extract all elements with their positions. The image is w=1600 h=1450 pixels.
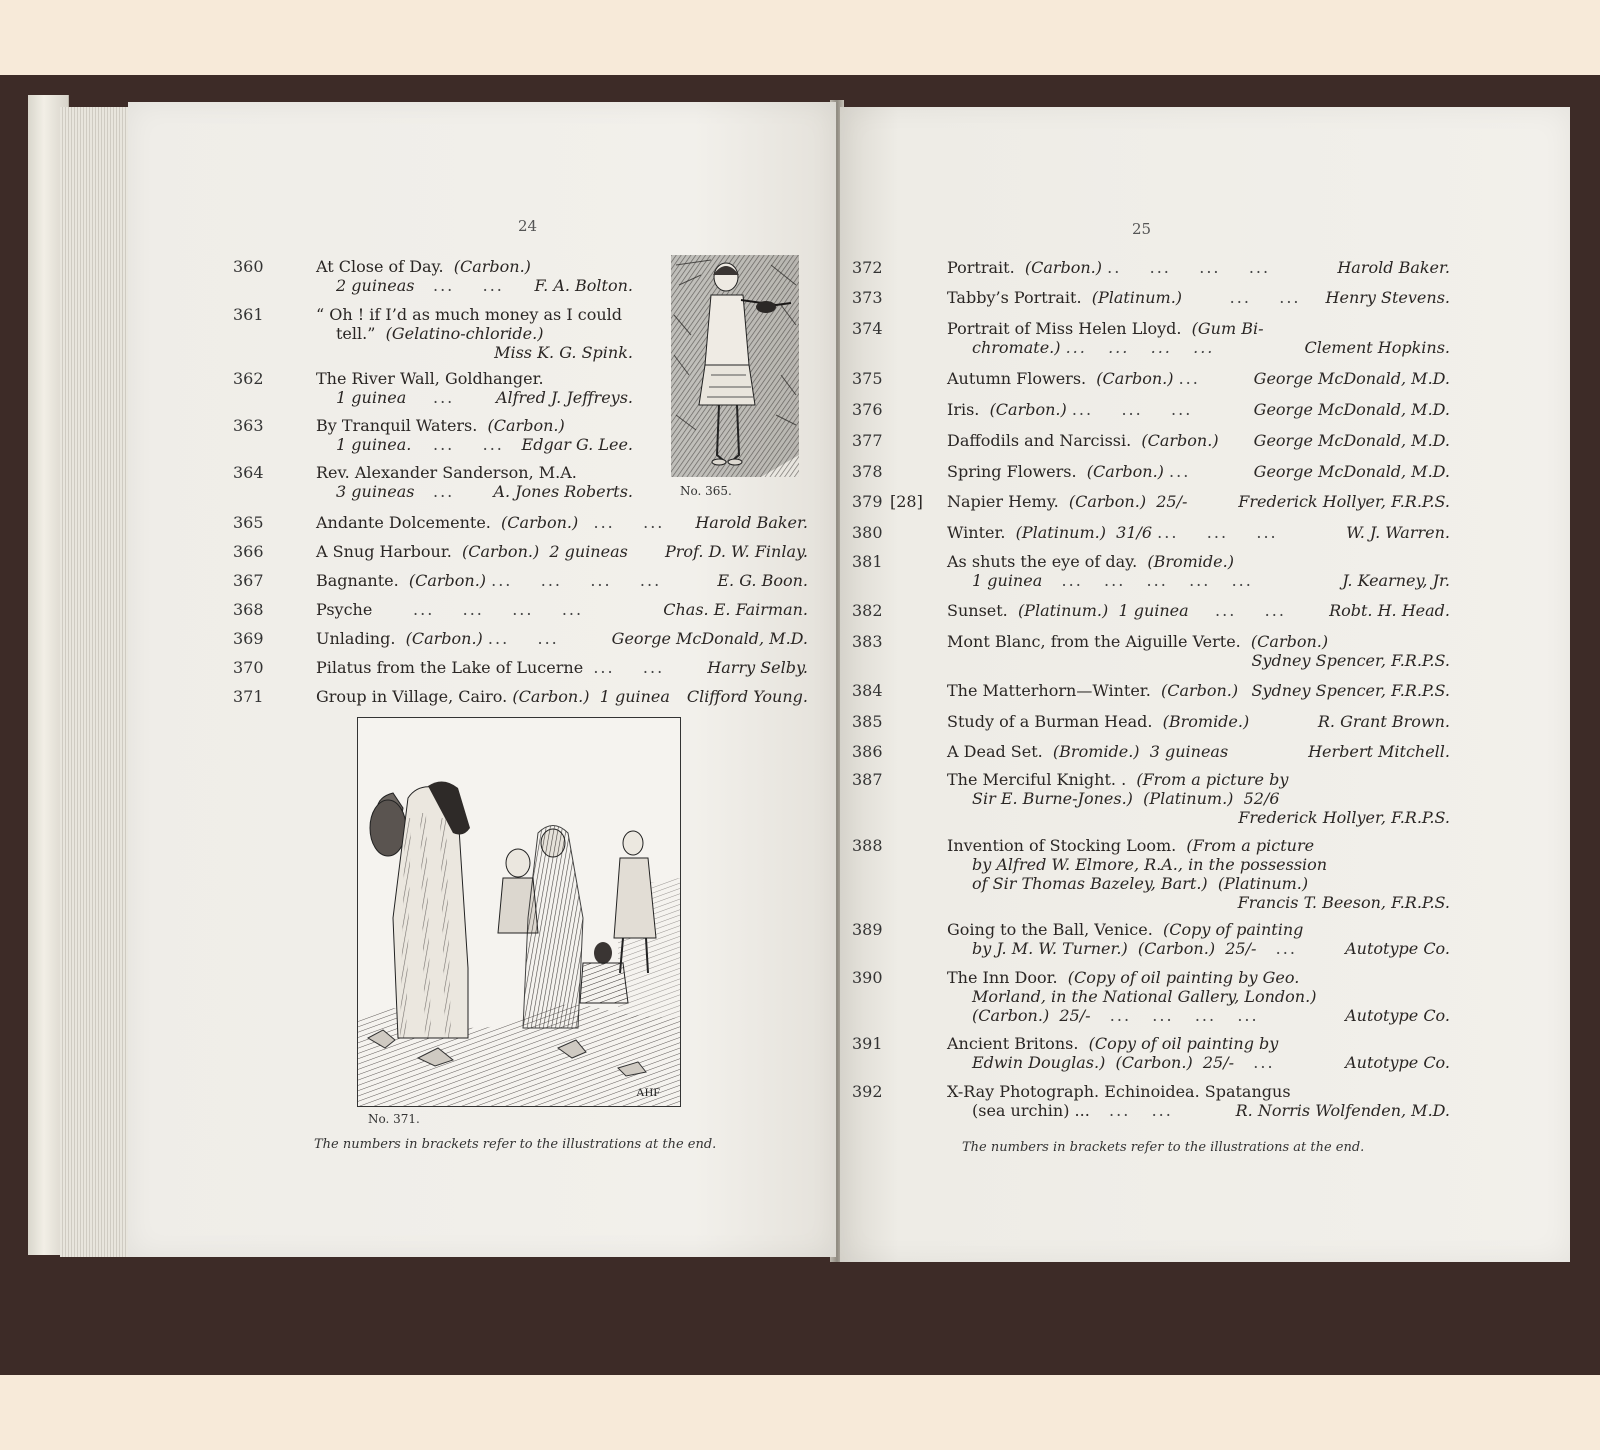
- entry-process: (Carbon.): [1115, 1053, 1193, 1072]
- entry-price: 52/6: [1243, 789, 1280, 808]
- entry-title: Going to the Ball, Venice.: [947, 920, 1153, 939]
- entry-number: 390: [852, 968, 883, 987]
- entry-author: George McDonald, M.D.: [1253, 431, 1450, 450]
- entry-title: A Snug Harbour.: [316, 542, 452, 561]
- entry-title: “ Oh ! if I’d as much money as I could: [316, 305, 623, 324]
- entry-process: (Carbon.): [972, 1006, 1050, 1025]
- entry-price: 1 guinea: [599, 687, 670, 706]
- entry-title: Bagnante.: [316, 571, 399, 590]
- entry-price: 3 guineas: [336, 482, 415, 501]
- page-number: 25: [1132, 220, 1152, 238]
- entry-number: 388: [852, 836, 883, 855]
- entry-price: 2 guineas: [549, 542, 628, 561]
- illustration-ref: [28]: [890, 492, 923, 511]
- entry-number: 375: [852, 369, 883, 388]
- entry-process: (Carbon.): [512, 687, 590, 706]
- entry-title: The Inn Door.: [947, 968, 1058, 987]
- entry-process: (Gelatino-chloride.): [385, 324, 544, 343]
- entry-author: Henry Stevens.: [1325, 288, 1450, 307]
- entry-author: Herbert Mitchell.: [1308, 742, 1450, 761]
- entry-number: 368: [233, 600, 264, 619]
- entry-number: 382: [852, 601, 883, 620]
- entry-author: Alfred J. Jeffreys.: [495, 388, 633, 407]
- entry-note-cont: Morland, in the National Gallery, London.): [972, 987, 1317, 1006]
- entry-note: (Copy of oil painting by Geo.: [1067, 968, 1300, 987]
- entry-price: 2 guineas: [336, 276, 415, 295]
- entry-author: Sydney Spencer, F.R.P.S.: [1251, 681, 1450, 700]
- entry-process: (Bromide.): [1162, 712, 1250, 731]
- entry-title: Psyche: [316, 600, 373, 619]
- entry-number: 361: [233, 305, 264, 324]
- entry-process: (Platinum.): [1217, 874, 1309, 893]
- entry-author: E. G. Boon.: [717, 571, 808, 590]
- entry-note-cont: Edwin Douglas.): [972, 1053, 1106, 1072]
- entry-author: Harry Selby.: [707, 658, 808, 677]
- entry-author: J. Kearney, Jr.: [1342, 571, 1450, 590]
- entry-number: 381: [852, 552, 883, 571]
- entry-number: 385: [852, 712, 883, 731]
- entry-number: 376: [852, 400, 883, 419]
- entry-title: The Merciful Knight. .: [947, 770, 1127, 789]
- entry-number: 362: [233, 369, 264, 388]
- entry-number: 371: [233, 687, 264, 706]
- entry-title: Unlading.: [316, 629, 396, 648]
- entry-author: Miss K. G. Spink.: [494, 343, 633, 362]
- footer-note: The numbers in brackets refer to the illustrations at the end.: [962, 1140, 1365, 1155]
- entry-number: 363: [233, 416, 264, 435]
- entry-author: R. Grant Brown.: [1317, 712, 1450, 731]
- illustration-signature: AHF: [636, 1085, 661, 1099]
- entry-number: 365: [233, 513, 264, 532]
- entry-price: 25/-: [1059, 1006, 1091, 1025]
- entry-author: Clifford Young.: [686, 687, 808, 706]
- entry-process: (Carbon.): [453, 257, 531, 276]
- page-number: 24: [518, 217, 538, 235]
- entry-note-cont: by J. M. W. Turner.): [972, 939, 1128, 958]
- entry-title: Portrait.: [947, 258, 1015, 277]
- entry-number: 372: [852, 258, 883, 277]
- entry-process: (Platinum.): [1015, 523, 1106, 542]
- entry-note: (Copy of painting: [1162, 920, 1304, 939]
- entry-title: Mont Blanc, from the Aiguille Verte.: [947, 632, 1241, 651]
- entry-process: (Platinum.): [1143, 789, 1234, 808]
- entry-process: (Carbon.): [487, 416, 565, 435]
- entry-process: (Carbon.): [1160, 681, 1239, 700]
- entry-process: (Platinum.): [1091, 288, 1183, 307]
- entry-author: Clement Hopkins.: [1304, 338, 1450, 357]
- entry-title: At Close of Day.: [316, 257, 444, 276]
- entry-process: (Carbon.): [405, 629, 483, 648]
- entry-author: Harold Baker.: [695, 513, 808, 532]
- entry-process: (Carbon.): [1141, 431, 1219, 450]
- entry-author: Autotype Co.: [1345, 1053, 1450, 1072]
- entry-title: Sunset.: [947, 601, 1008, 620]
- figure-label: No. 371.: [368, 1112, 420, 1126]
- entry-author: Autotype Co.: [1345, 939, 1450, 958]
- entry-number: 378: [852, 462, 883, 481]
- entry-price: 25/-: [1202, 1053, 1235, 1072]
- entry-author: Francis T. Beeson, F.R.P.S.: [1237, 893, 1450, 912]
- entry-author: George McDonald, M.D.: [1253, 400, 1450, 419]
- entry-process: (Bromide.): [1052, 742, 1140, 761]
- entry-process: (Gum Bi-: [1191, 319, 1264, 338]
- figure-label: No. 365.: [680, 484, 732, 498]
- entry-title: Winter.: [947, 523, 1006, 542]
- entry-author: Robt. H. Head.: [1329, 601, 1450, 620]
- entry-process: (Carbon.): [1024, 258, 1103, 277]
- entry-note: (Copy of oil painting by: [1088, 1034, 1279, 1053]
- entry-process: (Carbon.): [1086, 462, 1164, 481]
- entry-title: Daffodils and Narcissi.: [947, 431, 1132, 450]
- entry-process: (Carbon.): [1137, 939, 1216, 958]
- entry-number: 374: [852, 319, 883, 338]
- entry-title: Autumn Flowers.: [947, 369, 1087, 388]
- entry-number: 367: [233, 571, 264, 590]
- entry-price: 31/6: [1116, 523, 1153, 542]
- entry-note: (From a picture: [1186, 836, 1315, 855]
- left-page: 24 360 At Close of Day. (Carbon.) 2 guineas ... ... F. A. Bolton. 361 “ Oh ! if I’d as much money as I could tell.” (Gelatino-chloride.) Miss K. G. Spink. 362 The River Wall, Goldhanger. 1 guinea ... Alfred J. Jeffreys. 363 By Tranquil Waters. (Carbon.) 1 guinea. ... ... Edgar G. Lee. 364 Rev. Alexander Sanderson, M.A. 3 guineas ... A. Jones Roberts. 365 Andante Dolcemente. (Carbon.) ... ... Harold Baker. 366 A Snug Harbour. (Carbon.) 2 guineas Prof. D. W. Finlay. 367 Bagnante. (Carbon.) ... ... ... ... E. G. Boon. 368 Psyche ... ... ... ... Chas. E. Fairman. 369 Unlading. (Carbon.) ... ... George McDonald, M.D. 370 Pilatus from the Lake of Lucerne ... ... Harry Selby. 371 Group in Village, Cairo. (Carbon.) 1 guinea Clifford Young. No. 365. AHF No. 371. The numbers in brackets refer to the illustrations at the end.: [128, 102, 836, 1257]
- entry-number: 360: [233, 257, 264, 276]
- entry-note-cont: by Alfred W. Elmore, R.A., in the possession: [972, 855, 1328, 874]
- entry-author: F. A. Bolton.: [534, 276, 633, 295]
- entry-title: Spring Flowers.: [947, 462, 1077, 481]
- entry-process: (Carbon.): [1068, 492, 1147, 511]
- entry-process: (Carbon.): [1096, 369, 1174, 388]
- entry-title: Napier Hemy.: [947, 492, 1059, 511]
- entry-number: 379: [852, 492, 883, 511]
- entry-author: Sydney Spencer, F.R.P.S.: [1251, 651, 1450, 670]
- entry-title: Iris.: [947, 400, 980, 419]
- entry-number: 370: [233, 658, 264, 677]
- entry-author: Chas. E. Fairman.: [663, 600, 808, 619]
- illustration-violinist: [671, 255, 799, 477]
- entry-title: A Dead Set.: [947, 742, 1043, 761]
- entry-title: Pilatus from the Lake of Lucerne: [316, 658, 584, 677]
- entry-process: (Carbon.): [501, 513, 579, 532]
- entry-number: 386: [852, 742, 883, 761]
- entry-number: 369: [233, 629, 264, 648]
- entry-price: 1 guinea: [1118, 601, 1189, 620]
- entry-author: Autotype Co.: [1345, 1006, 1450, 1025]
- entry-title: The Matterhorn—Winter.: [947, 681, 1151, 700]
- entry-title: Rev. Alexander Sanderson, M.A.: [316, 463, 577, 482]
- entry-author: Frederick Hollyer, F.R.P.S.: [1238, 808, 1450, 827]
- entry-process: (Carbon.): [462, 542, 540, 561]
- entry-process: (Carbon.): [989, 400, 1067, 419]
- entry-number: 387: [852, 770, 883, 789]
- entry-note-cont: of Sir Thomas Bazeley, Bart.): [972, 874, 1208, 893]
- entry-title: The River Wall, Goldhanger.: [316, 369, 544, 388]
- entry-number: 377: [852, 431, 883, 450]
- entry-process-cont: chromate.): [972, 338, 1061, 357]
- entry-title: Study of a Burman Head.: [947, 712, 1153, 731]
- entry-author: George McDonald, M.D.: [611, 629, 808, 648]
- entry-note-cont: Sir E. Burne-Jones.): [972, 789, 1133, 808]
- entry-author: W. J. Warren.: [1346, 523, 1450, 542]
- entry-number: 384: [852, 681, 883, 700]
- entry-price: 1 guinea: [336, 388, 407, 407]
- entry-title: Andante Dolcemente.: [316, 513, 491, 532]
- illustration-cairo-group: [357, 717, 681, 1107]
- entry-title: By Tranquil Waters.: [316, 416, 478, 435]
- entry-number: 364: [233, 463, 264, 482]
- entry-author: George McDonald, M.D.: [1253, 369, 1450, 388]
- entry-price: 25/-: [1225, 939, 1257, 958]
- entry-number: 373: [852, 288, 883, 307]
- page-stack: [60, 107, 135, 1257]
- entry-title: Portrait of Miss Helen Lloyd.: [947, 319, 1182, 338]
- entry-price: 1 guinea: [972, 571, 1043, 590]
- entry-title: Tabby’s Portrait.: [947, 288, 1082, 307]
- entry-author: Frederick Hollyer, F.R.P.S.: [1238, 492, 1450, 511]
- entry-author: R. Norris Wolfenden, M.D.: [1235, 1101, 1450, 1120]
- entry-number: 389: [852, 920, 883, 939]
- entry-author: Harold Baker.: [1337, 258, 1450, 277]
- right-page: 25 372 Portrait. (Carbon.) .. ... ... ... Harold Baker. 373 Tabby’s Portrait. (Platinum.) ... ... Henry Stevens. 374 Portrait of Miss Helen Lloyd. (Gum Bi- chromate.) ... ... ... ... Clement Hopkins. 375 Autumn Flowers. (Carbon.) ... George McDonald, M.D. 376 Iris. (Carbon.) ... ... ... George McDonald, M.D. 377 Daffodils and Narcissi. (Carbon.) George McDonald, M.D. 378 Spring Flowers. (Carbon.) ... George McDonald, M.D. 379 [28] Napier Hemy. (Carbon.) 25/- Frederick Hollyer, F.R.P.S. 380 Winter. (Platinum.) 31/6 ... ... ... W. J. Warren. 381 As shuts the eye of day. (Bromide.) 1 guinea ... ... ... ... ... J. Kearney, Jr. 382 Sunset. (Platinum.) 1 guinea ... ... Robt. H. Head. 383 Mont Blanc, from the Aiguille Verte. (Carbon.) Sydney Spencer, F.R.P.S. 384 The Matterhorn—Winter. (Carbon.) Sydney Spencer, F.R.P.S. 385 Study of a Burman Head. (Bromide.) R. Grant Brown. 386 A Dead Set. (Bromide.) 3 guineas Herbert Mitchell. 387 The Merciful Knight. . (From a picture by Sir E. Burne-Jones.) (Platinum.) 52/6 Frederick Hollyer, F.R.P.S. 388 Invention of Stocking Loom. (From a picture by Alfred W. Elmore, R.A., in the possession of Sir Thomas Bazeley, Bart.) (Platinum.) Francis T. Beeson, F.R.P.S. 389 Going to the Ball, Venice. (Copy of painting by J. M. W. Turner.) (Carbon.) 25/- ... Autotype Co. 390 The Inn Door. (Copy of oil painting by Geo. Morland, in the National Gallery, London.) (Carbon.) 25/- ... ... ... ... Autotype Co. 391 Ancient Britons. (Copy of oil painting by Edwin Douglas.) (Carbon.) 25/- ... Autotype Co. 392 X-Ray Photograph. Echinoidea. Spatangus (sea urchin) ... ... ... R. Norris Wolfenden, M.D. The numbers in brackets refer to the illustrations at the end.: [840, 107, 1570, 1262]
- entry-title: Invention of Stocking Loom.: [947, 836, 1177, 855]
- entry-process: (Carbon.): [1250, 632, 1329, 651]
- entry-author: Edgar G. Lee.: [521, 435, 633, 454]
- entry-number: 392: [852, 1082, 883, 1101]
- entry-price: 25/-: [1156, 492, 1188, 511]
- entry-number: 380: [852, 523, 883, 542]
- entry-title-cont: tell.”: [336, 324, 376, 343]
- entry-price: 3 guineas: [1149, 742, 1229, 761]
- entry-process: (Platinum.): [1017, 601, 1109, 620]
- entry-title: Ancient Britons.: [947, 1034, 1079, 1053]
- entry-title: X-Ray Photograph. Echinoidea. Spatangus: [947, 1082, 1291, 1101]
- entry-process: (Bromide.): [1147, 552, 1234, 571]
- entry-title: As shuts the eye of day.: [947, 552, 1138, 571]
- entry-number: 366: [233, 542, 264, 561]
- entry-author: Prof. D. W. Finlay.: [665, 542, 808, 561]
- entry-title: Group in Village, Cairo.: [316, 687, 508, 706]
- entry-number: 391: [852, 1034, 883, 1053]
- entry-price: 1 guinea.: [336, 435, 412, 454]
- entry-note: (From a picture by: [1136, 770, 1289, 789]
- entry-process: (Carbon.): [408, 571, 487, 590]
- entry-title-cont: (sea urchin) ...: [972, 1101, 1090, 1120]
- entry-author: George McDonald, M.D.: [1253, 462, 1450, 481]
- footer-note: The numbers in brackets refer to the illustrations at the end.: [314, 1137, 717, 1152]
- entry-number: 383: [852, 632, 883, 651]
- entry-author: A. Jones Roberts.: [493, 482, 633, 501]
